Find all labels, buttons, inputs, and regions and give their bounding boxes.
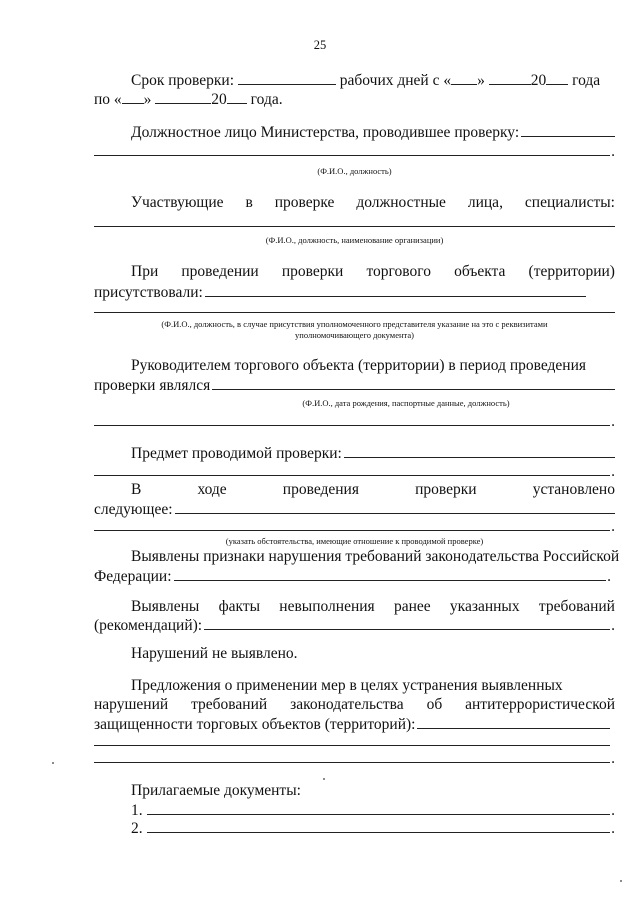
violations-line: Выявлены признаки нарушения требований законодательства Российской xyxy=(131,548,620,565)
present-field-2[interactable] xyxy=(94,312,615,313)
proposals-label: защищенности торговых объектов (территорий): xyxy=(94,716,416,733)
period-days-label: рабочих дней с « xyxy=(339,72,452,89)
violations-label-line: Федерации: . xyxy=(94,568,611,585)
proposals-line-4: . xyxy=(94,748,615,768)
present-label-line xyxy=(94,282,586,302)
subject-label: Предмет проводимой проверки: xyxy=(131,445,342,462)
end-day-field[interactable] xyxy=(122,89,144,104)
official-field[interactable] xyxy=(521,122,615,137)
established-line: В ходе проведения проверки установлено xyxy=(131,481,615,498)
nonfulfillment-label-line: (рекомендаций): . xyxy=(94,617,615,634)
participants-line: Участвующие в проверке должностные лица, специалисты: xyxy=(131,194,615,211)
official-line xyxy=(131,122,615,142)
participants-field[interactable] xyxy=(94,226,615,227)
established-field[interactable] xyxy=(175,499,615,514)
start-year-field[interactable] xyxy=(546,70,568,85)
established-label: следующее: xyxy=(94,501,173,518)
official-label: Должностное лицо Министерства, проводившее проверку: xyxy=(131,124,520,141)
nonfulfillment-label: (рекомендаций): xyxy=(94,617,203,634)
page-number: 25 xyxy=(313,38,327,52)
head-field-2[interactable] xyxy=(94,411,610,426)
subject-field-2[interactable] xyxy=(94,461,610,476)
subject-line-2: . xyxy=(94,461,615,481)
present-caption-1: (Ф.И.О., должность, в случае присутствия уполномоченного представителя указание на это с реквизитами xyxy=(161,319,548,329)
scan-speck xyxy=(323,778,325,780)
days-count-field[interactable] xyxy=(238,70,336,85)
attachment-field-1[interactable] xyxy=(147,800,611,815)
head-line-3: . xyxy=(94,411,615,431)
attachments-title: Прилагаемые документы: xyxy=(131,782,301,799)
nonfulfillment-field[interactable] xyxy=(204,615,610,630)
proposals-line: Предложения о применении мер в целях устранения выявленных xyxy=(131,677,563,694)
scan-speck xyxy=(620,880,622,882)
violations-label: Федерации: xyxy=(94,568,172,585)
present-line: При проведении проверки торгового объекта (территории) xyxy=(131,263,615,280)
present-caption-2: уполномочивающего документа) xyxy=(295,330,414,340)
proposals-label-line xyxy=(94,714,610,734)
subject-field[interactable] xyxy=(344,443,615,458)
head-field[interactable] xyxy=(212,375,615,390)
established-line-3: . xyxy=(94,516,615,536)
inspection-period-line: Срок проверки: рабочих дней с « » 20 года xyxy=(131,72,601,89)
established-caption: (указать обстоятельства, имеющие отношение к проводимой проверке) xyxy=(225,536,484,546)
head-caption: (Ф.И.О., дата рождения, паспортные данные, должность) xyxy=(302,398,510,408)
official-field-2[interactable] xyxy=(94,141,610,156)
no-violations-text: Нарушений не выявлено. xyxy=(131,645,298,662)
proposals-field[interactable] xyxy=(417,714,610,729)
official-caption: (Ф.И.О., должность) xyxy=(317,166,392,176)
head-label-line xyxy=(94,375,615,395)
end-year-field[interactable] xyxy=(227,89,247,104)
start-month-field[interactable] xyxy=(489,70,531,85)
present-label: присутствовали: xyxy=(94,284,203,301)
proposals-field-2[interactable] xyxy=(94,745,610,746)
proposals-line-2: нарушений требований законодательства об антитеррористической xyxy=(94,696,615,713)
nonfulfillment-line: Выявлены факты невыполнения ранее указанных требований xyxy=(131,598,615,615)
subject-line xyxy=(131,443,615,463)
inspection-period-end-line: по « » 20 года. xyxy=(94,91,283,108)
participants-caption: (Ф.И.О., должность, наименование организации) xyxy=(265,235,444,245)
present-field[interactable] xyxy=(205,282,586,297)
head-label: проверки являлся xyxy=(94,377,211,394)
head-line: Руководителем торгового объекта (территории) в период проведения xyxy=(131,357,587,374)
scan-speck xyxy=(52,762,54,764)
attachment-item-1: 1. . xyxy=(131,802,615,819)
period-label: Срок проверки: xyxy=(131,72,235,89)
attachment-item-2: 2. . xyxy=(131,820,615,837)
attachment-field-2[interactable] xyxy=(147,818,611,833)
proposals-field-3[interactable] xyxy=(94,748,610,763)
official-line-2: . xyxy=(94,141,615,161)
start-day-field[interactable] xyxy=(451,70,477,85)
end-month-field[interactable] xyxy=(155,89,211,104)
established-field-2[interactable] xyxy=(94,516,610,531)
violations-field[interactable] xyxy=(174,566,607,581)
